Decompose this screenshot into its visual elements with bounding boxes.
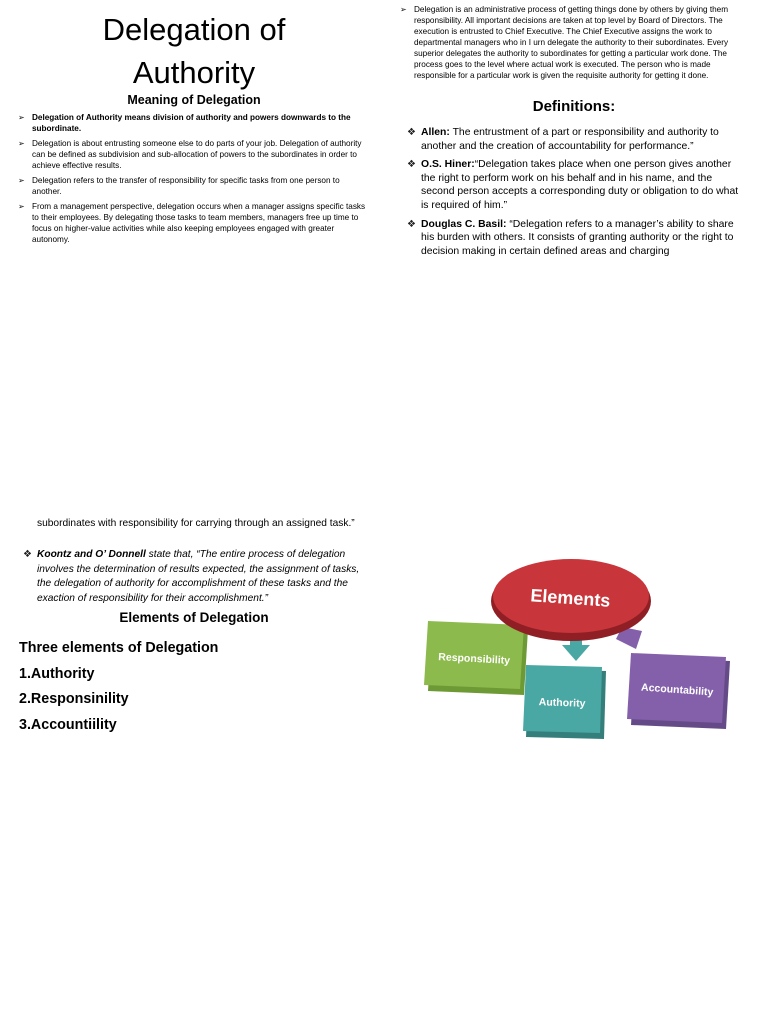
accountability-box [627, 653, 730, 729]
definition-item [23, 548, 367, 606]
element-item-authority: 1.Authority [19, 665, 95, 682]
title-line-1: Delegation of [102, 12, 286, 47]
responsibility-box [424, 621, 528, 695]
diamond-bullet-icon: ❖ [407, 218, 416, 230]
definitions-list [407, 126, 743, 263]
meaning-bullet [18, 112, 366, 134]
definitions-heading: Definitions: [532, 98, 616, 115]
elements-list-title: Three elements of Delegation [19, 640, 219, 656]
bullet-text: Delegation is an administrative process of getting things done by others by giving them responsibility. All important decisions are taken at top level by Board of Directors. The execution is entrusted to Chief Executive. The Chief Executive assigns the work to departmental managers who in I urn delegate the authority to their subordinates. Every superior delegates the authority to subordinates for getting a particular work done. The process goes to the level where actual work is executed. The person who is made responsible for a particular work is given the requisite authority for getting it done. [414, 5, 729, 80]
authority-box [523, 665, 606, 739]
authority-label: Authority [538, 696, 586, 710]
definition-author: O.S. Hiner: [421, 159, 475, 171]
accountability-label: Accountability [640, 681, 714, 699]
definition-item [407, 158, 743, 212]
arrow-bullet-icon: ➢ [18, 113, 25, 122]
elements-diagram [420, 545, 740, 750]
definition-text: “Delegation refers to a manager’s ability to share his burden with others. It consists of granting authority or the right to decision making in certain defined areas and charging [421, 218, 734, 257]
process-bullet [400, 4, 748, 81]
title-line-2: Authority [132, 55, 256, 90]
page-title [60, 8, 328, 94]
diamond-bullet-icon: ❖ [407, 127, 416, 138]
definition-item [407, 218, 743, 259]
definition-author: Douglas C. Basil: [421, 218, 507, 230]
definition-author: Koontz and O’ Donnell [37, 549, 146, 560]
arrow-bullet-icon: ➢ [18, 176, 25, 185]
meaning-bullet-list [18, 112, 366, 249]
element-item-accountability: 3.Accountiility [19, 716, 117, 733]
meaning-heading: Meaning of Delegation [127, 93, 261, 107]
elements-ellipse [491, 559, 651, 641]
diamond-bullet-icon: ❖ [23, 549, 32, 560]
meaning-bullet [18, 175, 366, 197]
definition-text: “Delegation takes place when one person gives another the right to perform work on his behalf and in his name, and the second person accepts a corresponding duty or obligation to do what is required of him.” [421, 159, 739, 211]
koontz-definition-list [23, 548, 367, 611]
process-bullet-list [400, 4, 748, 85]
arrow-bullet-icon: ➢ [18, 139, 25, 148]
definition-continuation: subordinates with responsibility for carrying through an assigned task.” [37, 518, 355, 529]
elements-heading: Elements of Delegation [119, 610, 269, 625]
bullet-text: From a management perspective, delegation occurs when a manager assigns specific tasks to their employees. By delegating those tasks to team members, managers free up time to focus on higher-value activities while also keeping employees engaged with greater autonomy. [32, 202, 366, 244]
bullet-text: Delegation of Authority means division of authority and powers downwards to the subordinate. [32, 113, 351, 133]
arrow-bullet-icon: ➢ [400, 5, 407, 14]
definition-text: The entrustment of a part or responsibility and authority to another and the creation of accountability for performance.” [421, 127, 719, 152]
bullet-text: Delegation is about entrusting someone else to do parts of your job. Delegation of authority can be defined as subdivision and sub-allocation of powers to the subordinates in order to achieve effective results. [32, 139, 362, 170]
definition-text: state that, “The entire process of delegation involves the determination of results expected, the assignment of tasks, the delegation of authority for accomplishment of these tasks and the exaction of responsibility for their accomplishment.” [37, 549, 360, 604]
bullet-text: Delegation refers to the transfer of responsibility for specific tasks from one person to another. [32, 176, 340, 196]
definition-item [407, 126, 743, 153]
element-item-responsibility: 2.Responsinility [19, 691, 129, 707]
elements-label: Elements [529, 585, 612, 611]
arrow-bullet-icon: ➢ [18, 202, 25, 211]
definition-author: Allen: [421, 127, 450, 138]
meaning-bullet [18, 201, 366, 245]
diamond-bullet-icon: ❖ [407, 159, 416, 171]
meaning-bullet [18, 138, 366, 171]
responsibility-label: Responsibility [438, 651, 511, 667]
elements-list [19, 636, 359, 738]
